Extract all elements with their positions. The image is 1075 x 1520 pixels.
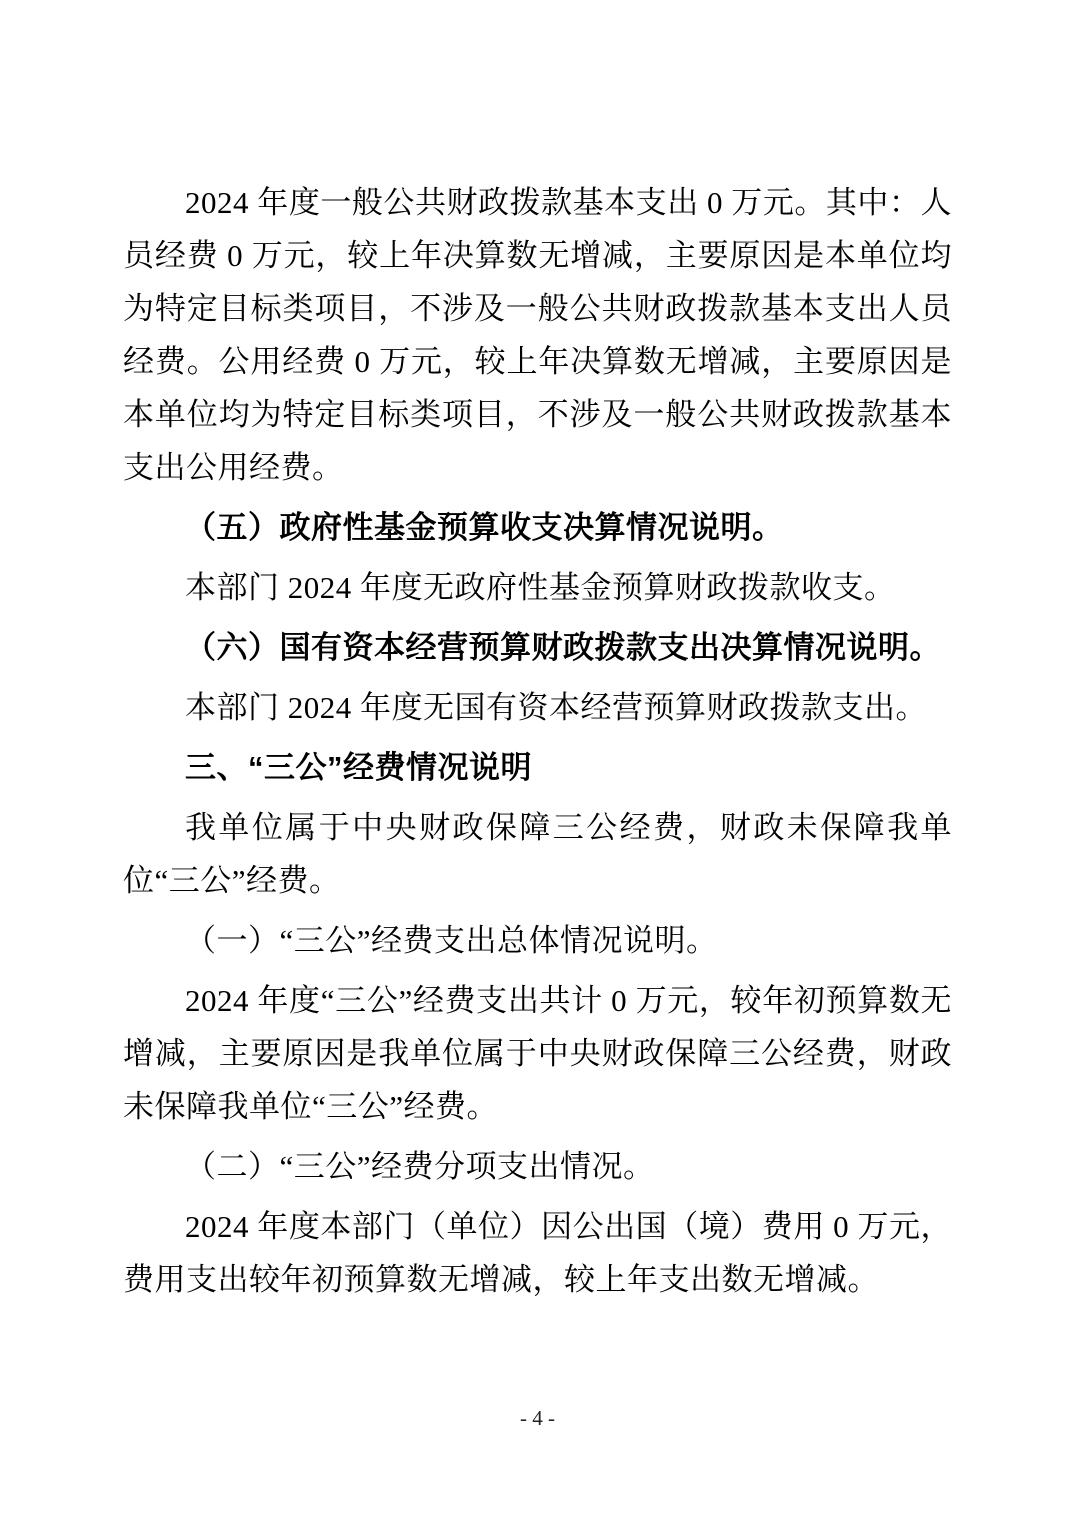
heading-subsection-2-itemized: （二）“三公”经费分项支出情况。 xyxy=(185,1149,655,1184)
paragraph-total-expenditure: 2024 年度“三公”经费支出共计 0 万元，较年初预算数无增减，主要原因是我单位属于中央财政保障三公经费，财政未保障我单位“三公”经费。 xyxy=(123,983,952,1124)
heading-section-6-state-capital: （六）国有资本经营预算财政拨款支出决算情况说明。 xyxy=(185,630,941,665)
paragraph-three-public-intro: 我单位属于中央财政保障三公经费，财政未保障我单位“三公”经费。 xyxy=(123,810,952,898)
heading-three-public-funds: 三、“三公”经费情况说明 xyxy=(185,750,532,785)
page-number: - 4 - xyxy=(520,1406,555,1430)
document-body xyxy=(123,176,952,1313)
paragraph-basic-expenditure: 2024 年度一般公共财政拨款基本支出 0 万元。其中：人员经费 0 万元，较上年决算数无增减，主要原因是本单位均为特定目标类项目，不涉及一般公共财政拨款基本支出人员经费。公用经费 0 万元，较上年决算数无增减，主要原因是本单位均为特定目标类项目，不涉及一般公共财政拨款基本支出公用经费。 xyxy=(123,185,952,485)
paragraph-overseas-travel-expense: 2024 年度本部门（单位）因公出国（境）费用 0 万元，费用支出较年初预算数无增减，较上年支出数无增减。 xyxy=(123,1209,952,1297)
heading-subsection-1-overall: （一）“三公”经费支出总体情况说明。 xyxy=(185,923,718,958)
paragraph-state-capital-statement: 本部门 2024 年度无国有资本经营预算财政拨款支出。 xyxy=(185,690,927,725)
paragraph-gov-fund-statement: 本部门 2024 年度无政府性基金预算财政拨款收支。 xyxy=(185,570,896,605)
heading-section-5-gov-fund: （五）政府性基金预算收支决算情况说明。 xyxy=(185,510,784,545)
